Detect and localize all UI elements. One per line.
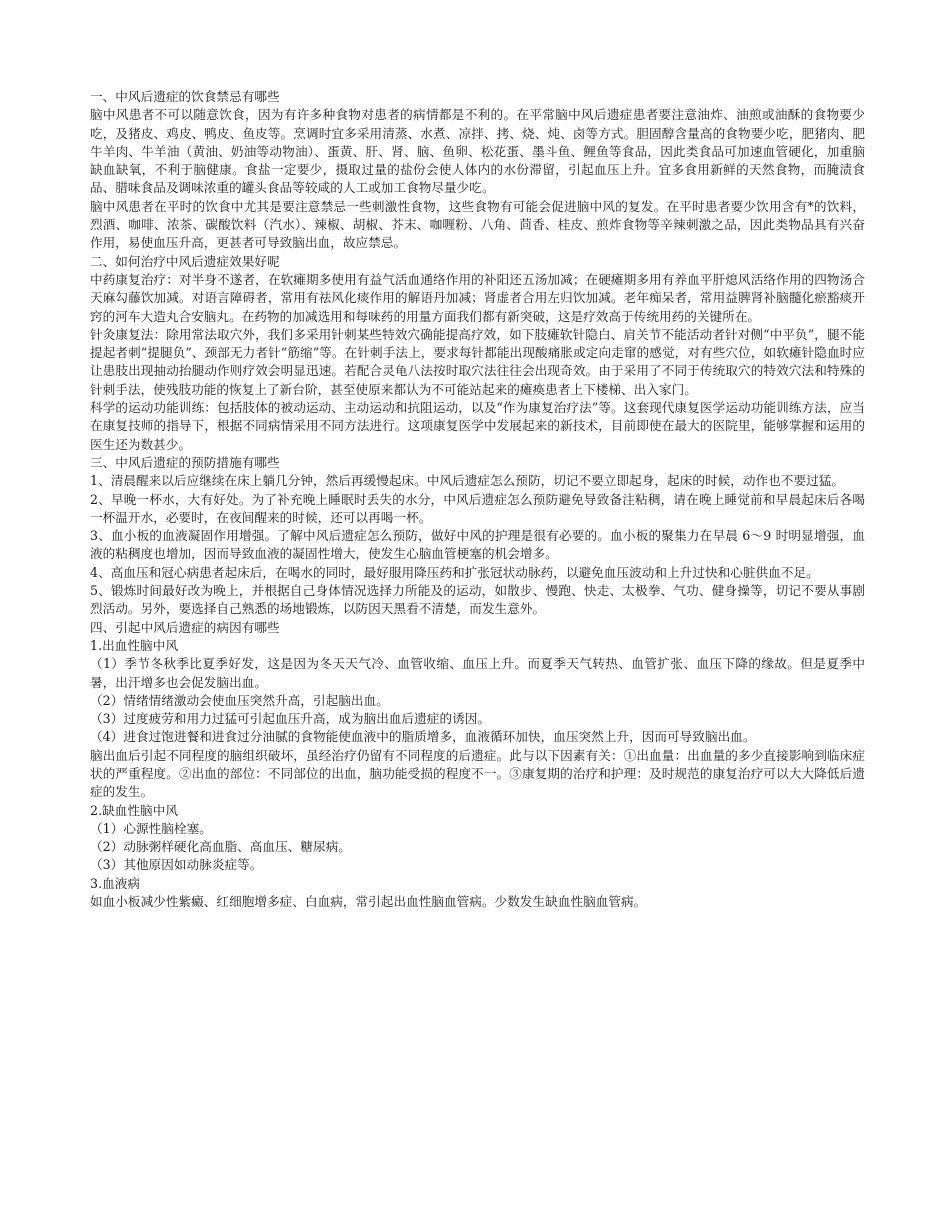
paragraph-prevention-1: 1、清晨醒来以后应继续在床上躺几分钟，然后再缓慢起床。中风后遗症怎么预防，切记不要立即起身，起床的时候，动作也不要过猛。 — [90, 473, 845, 489]
section-heading-causes: 四、引起中风后遗症的病因有哪些 — [90, 619, 280, 635]
paragraph-prevention-4: 4、高血压和冠心病患者起床后，在喝水的同时，最好服用降压药和扩张冠状动脉药，以避免血压波动和上升过快和心脏供血不足。 — [90, 564, 819, 580]
paragraph-ischemic-2: （2）动脉粥样硬化高血脂、高血压、糖尿病。 — [90, 839, 351, 855]
paragraph-prevention-5: 5、锻炼时间最好改为晚上，并根据自己身体情况选择力所能及的运动，如散步、慢跑、快走、太极拳、气功、健身操等，切记不要从事剧烈活动。另外，要选择自己熟悉的场地锻炼，以防因天黑看不清楚，而发生意外。 — [90, 583, 865, 617]
paragraph-blood-disease: 如血小板减少性紫癜、红细胞增多症、白血病，常引起出血性脑血管病。少数发生缺血性脑血管病。 — [90, 894, 647, 910]
subheading-blood-disease: 3.血液病 — [90, 875, 141, 891]
paragraph-diet-2: 脑中风患者在平时的饮食中尤其是要注意禁忌一些刺激性食物，这些食物有可能会促进脑中风的复发。在平时患者要少饮用含有*的饮料，烈酒、咖啡、浓茶、碳酸饮料（汽水）、辣椒、胡椒、芥末、咖喱粉、八角、茴香、桂皮、煎炸食物等辛辣刺激之品，因此类物品具有兴奋作用，易使血压升高，更甚者可导致脑出血，故应禁忌。 — [90, 198, 865, 251]
section-heading-treatment: 二、如何治疗中风后遗症效果好呢 — [90, 253, 280, 269]
section-heading-prevention: 三、中风后遗症的预防措施有哪些 — [90, 454, 280, 470]
paragraph-acupuncture: 针灸康复法：除用常法取穴外，我们多采用针刺某些特效穴确能提高疗效，如下肢瘫软针隐白、肩关节不能活动者针对侧“中平负”，腿不能提起者刺“提腿负”、颈部无力者针“筋缩”等。在针刺手法上，要求每针都能出现酸痛胀或定向走窜的感觉，对有些穴位，如软瘫针隐血时应让患肢出现抽动抬腿动作则疗效会明显迅速。若配合灵龟八法按时取穴法往往会出现奇效。由于采用了不同于传统取穴的特效穴法和特殊的针刺手法，使残肢功能的恢复上了新台阶，甚至使原来都认为不可能站起来的瘫痪患者上下楼梯、出入家门。 — [90, 326, 865, 397]
paragraph-exercise-training: 科学的运动功能训练：包括肢体的被动运动、主动运动和抗阻运动，以及“作为康复治疗法”等。这套现代康复医学运动功能训练方法，应当在康复技师的指导下，根据不同病情采用不同方法进行。这项康复医学中发展起来的新技术，目前即使在最大的医院里，能够掌握和运用的医生还为数甚少。 — [90, 400, 865, 452]
paragraph-ischemic-1: （1）心源性脑栓塞。 — [90, 820, 212, 836]
paragraph-prevention-2: 2、早晚一杯水，大有好处。为了补充晚上睡眠时丢失的水分，中风后遗症怎么预防避免导致备注粘稠，请在晚上睡觉前和早晨起床后各喝一杯温开水，必要时，在夜间醒来的时候，还可以再喝一杯。 — [90, 491, 865, 525]
paragraph-cause-emotion: （2）情绪情绪激动会使血压突然升高，引起脑出血。 — [90, 692, 389, 708]
paragraph-diet-1: 脑中风患者不可以随意饮食，因为有许多种食物对患者的病情都是不利的。在平常脑中风后遗症患者要注意油炸、油煎或油酥的食物要少吃，及猪皮、鸡皮、鸭皮、鱼皮等。烹调时宜多采用清蒸、水煮、凉拌、拷、烧、炖、卤等方式。胆固醇含量高的食物要少吃，肥猪肉、肥牛羊肉、牛羊油（黄油、奶油等动物油）、蛋黄、肝、肾、脑、鱼卵、松花蛋、墨斗鱼、鲤鱼等食品，因此类食品可加速血管硬化，加重脑缺血缺氧，不利于脑健康。食盐一定要少，摄取过量的盐份会使人体内的水份滞留，引起血压上升。宜多食用新鲜的天然食物，而腌渍食品、腊味食品及调味浓重的罐头食品等较咸的人工或加工食物尽量少吃。 — [90, 107, 865, 196]
paragraph-cause-overeating: （4）进食过饱进餐和进食过分油腻的食物能使血液中的脂质增多，血液循环加快，血压突然上升，因而可导致脑出血。 — [90, 729, 756, 745]
paragraph-hemorrhage-factors: 脑出血后引起不同程度的脑组织破坏，虽经治疗仍留有不同程度的后遗症。此与以下因素有关：①出血量：出血量的多少直接影响到临床症状的严重程度。②出血的部位：不同部位的出血，脑功能受损的程度不一。③康复期的治疗和护理：及时规范的康复治疗可以大大降低后遗症的发生。 — [90, 747, 865, 800]
paragraph-cause-season: （1）季节冬秋季比夏季好发，这是因为冬天天气冷、血管收缩、血压上升。而夏季天气转热、血管扩张、血压下降的缘故。但是夏季中暑，出汗增多也会促发脑出血。 — [90, 656, 865, 690]
paragraph-prevention-3: 3、血小板的血液凝固作用增强。了解中风后遗症怎么预防，做好中风的护理是很有必要的。血小板的聚集力在早晨 6～9 时明显增强，血液的粘稠度也增加，因而导致血液的凝固性增大，使发生心脑血管梗塞的机会增多。 — [90, 528, 865, 562]
section-heading-diet: 一、中风后遗症的饮食禁忌有哪些 — [90, 89, 280, 104]
paragraph-ischemic-3: （3）其他原因如动脉炎症等。 — [90, 857, 263, 873]
paragraph-herbal-treatment: 中药康复治疗：对半身不遂者，在软瘫期多使用有益气活血通络作用的补阳还五汤加减；在硬瘫期多用有养血平肝熄风活络作用的四物汤合天麻勾藤饮加减。对语言障碍者，常用有祛风化痰作用的解语丹加减；肾虚者合用左归饮加减。老年痴呆者，常用益脾肾补脑髓化瘀豁痰开窍的河车大造丸合安脑丸。在药物的加减选用和每味药的用量方面我们都有新突破，这是疗效高于传统用药的关键所在。 — [90, 271, 865, 324]
document-body — [90, 88, 865, 911]
subheading-hemorrhagic: 1.出血性脑中风 — [90, 637, 178, 653]
subheading-ischemic: 2.缺血性脑中风 — [90, 802, 178, 818]
paragraph-cause-fatigue: （3）过度疲劳和用力过猛可引起血压升高，成为脑出血后遗症的诱因。 — [90, 711, 491, 727]
